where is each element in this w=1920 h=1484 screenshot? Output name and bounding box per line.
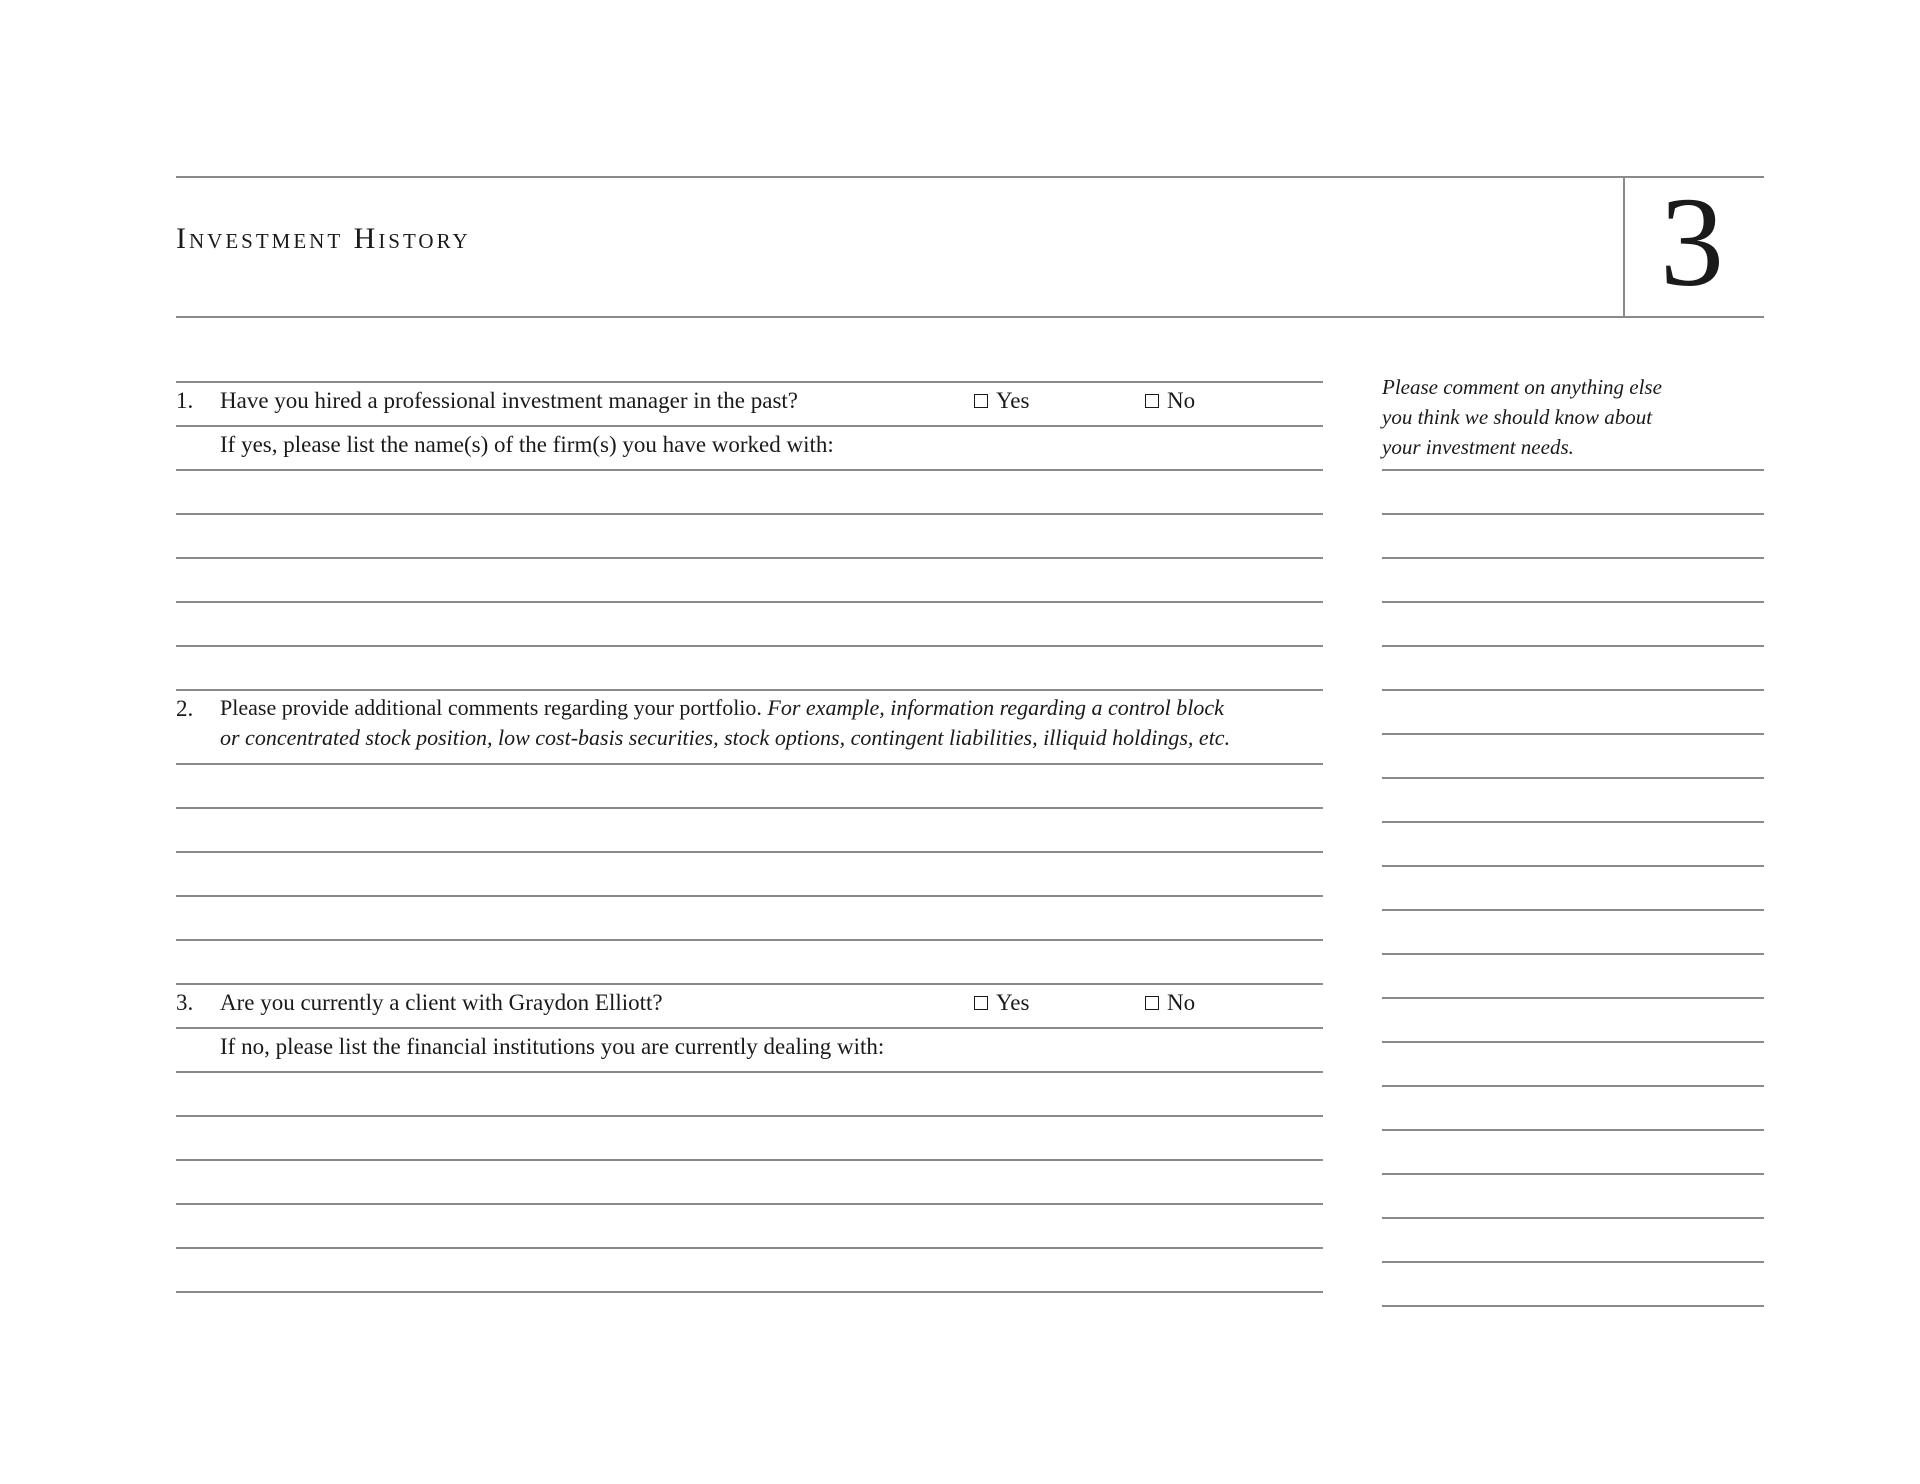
q1-answer-line[interactable] [176, 557, 1323, 559]
q2-answer-line[interactable] [176, 851, 1323, 853]
q1-top-rule [176, 381, 1323, 383]
q3-answer-line[interactable] [176, 1247, 1323, 1249]
q1-question-rule [176, 425, 1323, 427]
q1-yes-checkbox[interactable] [974, 394, 988, 408]
q3-answer-line[interactable] [176, 1159, 1323, 1161]
sidebar-comment-line[interactable] [1382, 1305, 1764, 1307]
sidebar-comment-line[interactable] [1382, 601, 1764, 603]
q2-question-example: For example, information regarding a control block [767, 695, 1224, 720]
section-number: 3 [1660, 171, 1724, 313]
sidebar-comment-line[interactable] [1382, 1173, 1764, 1175]
q3-question: Are you currently a client with Graydon Elliott? [220, 990, 663, 1015]
q2-answer-line[interactable] [176, 763, 1323, 765]
q3-no-label: No [1167, 990, 1196, 1015]
q3-yes-label: Yes [996, 990, 1030, 1015]
q1-no-checkbox[interactable] [1145, 394, 1159, 408]
q3-yes-checkbox[interactable] [974, 996, 988, 1010]
q1-yes-label: Yes [996, 388, 1030, 413]
sidebar-comment-line[interactable] [1382, 865, 1764, 867]
q1-number: 1. [176, 388, 194, 413]
sidebar-comment-line[interactable] [1382, 1129, 1764, 1131]
q3-no-checkbox[interactable] [1145, 996, 1159, 1010]
sidebar-comment-line[interactable] [1382, 953, 1764, 955]
section-title: Investment History [176, 222, 471, 255]
sidebar-comment-line[interactable] [1382, 1217, 1764, 1219]
sidebar-comment-line[interactable] [1382, 513, 1764, 515]
sidebar-comment-line[interactable] [1382, 733, 1764, 735]
q2-question-plain: Please provide additional comments regarding your portfolio. [220, 695, 762, 720]
q1-answer-line[interactable] [176, 645, 1323, 647]
q2-question [220, 693, 1230, 753]
q3-yes-option[interactable] [974, 990, 1029, 1016]
sidebar-comment-line[interactable] [1382, 557, 1764, 559]
q1-no-option[interactable] [1145, 388, 1195, 414]
sidebar-comment-line[interactable] [1382, 909, 1764, 911]
q3-number: 3. [176, 990, 194, 1015]
sidebar-note-line: your investment needs. [1382, 435, 1574, 459]
sidebar-comment-line[interactable] [1382, 689, 1764, 691]
header-top-rule [176, 176, 1764, 178]
header-bottom-rule [176, 316, 1764, 318]
q2-top-rule [176, 689, 1323, 691]
sidebar-comment-line[interactable] [1382, 1085, 1764, 1087]
q2-question-line-1 [220, 693, 1230, 723]
sidebar-comment-line[interactable] [1382, 821, 1764, 823]
sidebar-note [1382, 372, 1702, 462]
q3-question-rule [176, 1027, 1323, 1029]
sidebar-note-line: you think we should know about [1382, 405, 1653, 429]
q1-no-label: No [1167, 388, 1196, 413]
q3-answer-line[interactable] [176, 1291, 1323, 1293]
q2-answer-line[interactable] [176, 807, 1323, 809]
q1-answer-line[interactable] [176, 601, 1323, 603]
sidebar-comment-line[interactable] [1382, 777, 1764, 779]
q1-answer-line[interactable] [176, 513, 1323, 515]
q2-question-line-2: or concentrated stock position, low cost-basis securities, stock options, contingent liabilities, illiquid holdings, etc. [220, 725, 1231, 750]
q3-no-option[interactable] [1145, 990, 1195, 1016]
sidebar-comment-line[interactable] [1382, 1261, 1764, 1263]
q1-answer-line[interactable] [176, 469, 1323, 471]
q3-answer-line[interactable] [176, 1203, 1323, 1205]
sidebar-comment-line[interactable] [1382, 645, 1764, 647]
q2-number: 2. [176, 696, 194, 721]
q3-top-rule [176, 983, 1323, 985]
q2-answer-line[interactable] [176, 939, 1323, 941]
sidebar-comment-line[interactable] [1382, 997, 1764, 999]
sidebar-note-line: Please comment on anything else [1382, 375, 1662, 399]
q3-answer-line[interactable] [176, 1115, 1323, 1117]
q2-answer-line[interactable] [176, 895, 1323, 897]
q1-followup: If yes, please list the name(s) of the firm(s) you have worked with: [220, 432, 834, 457]
q3-followup: If no, please list the financial institutions you are currently dealing with: [220, 1034, 885, 1059]
q3-answer-line[interactable] [176, 1071, 1323, 1073]
sidebar-comment-line[interactable] [1382, 469, 1764, 471]
sidebar-comment-line[interactable] [1382, 1041, 1764, 1043]
q1-question: Have you hired a professional investment manager in the past? [220, 388, 799, 413]
q1-yes-option[interactable] [974, 388, 1029, 414]
